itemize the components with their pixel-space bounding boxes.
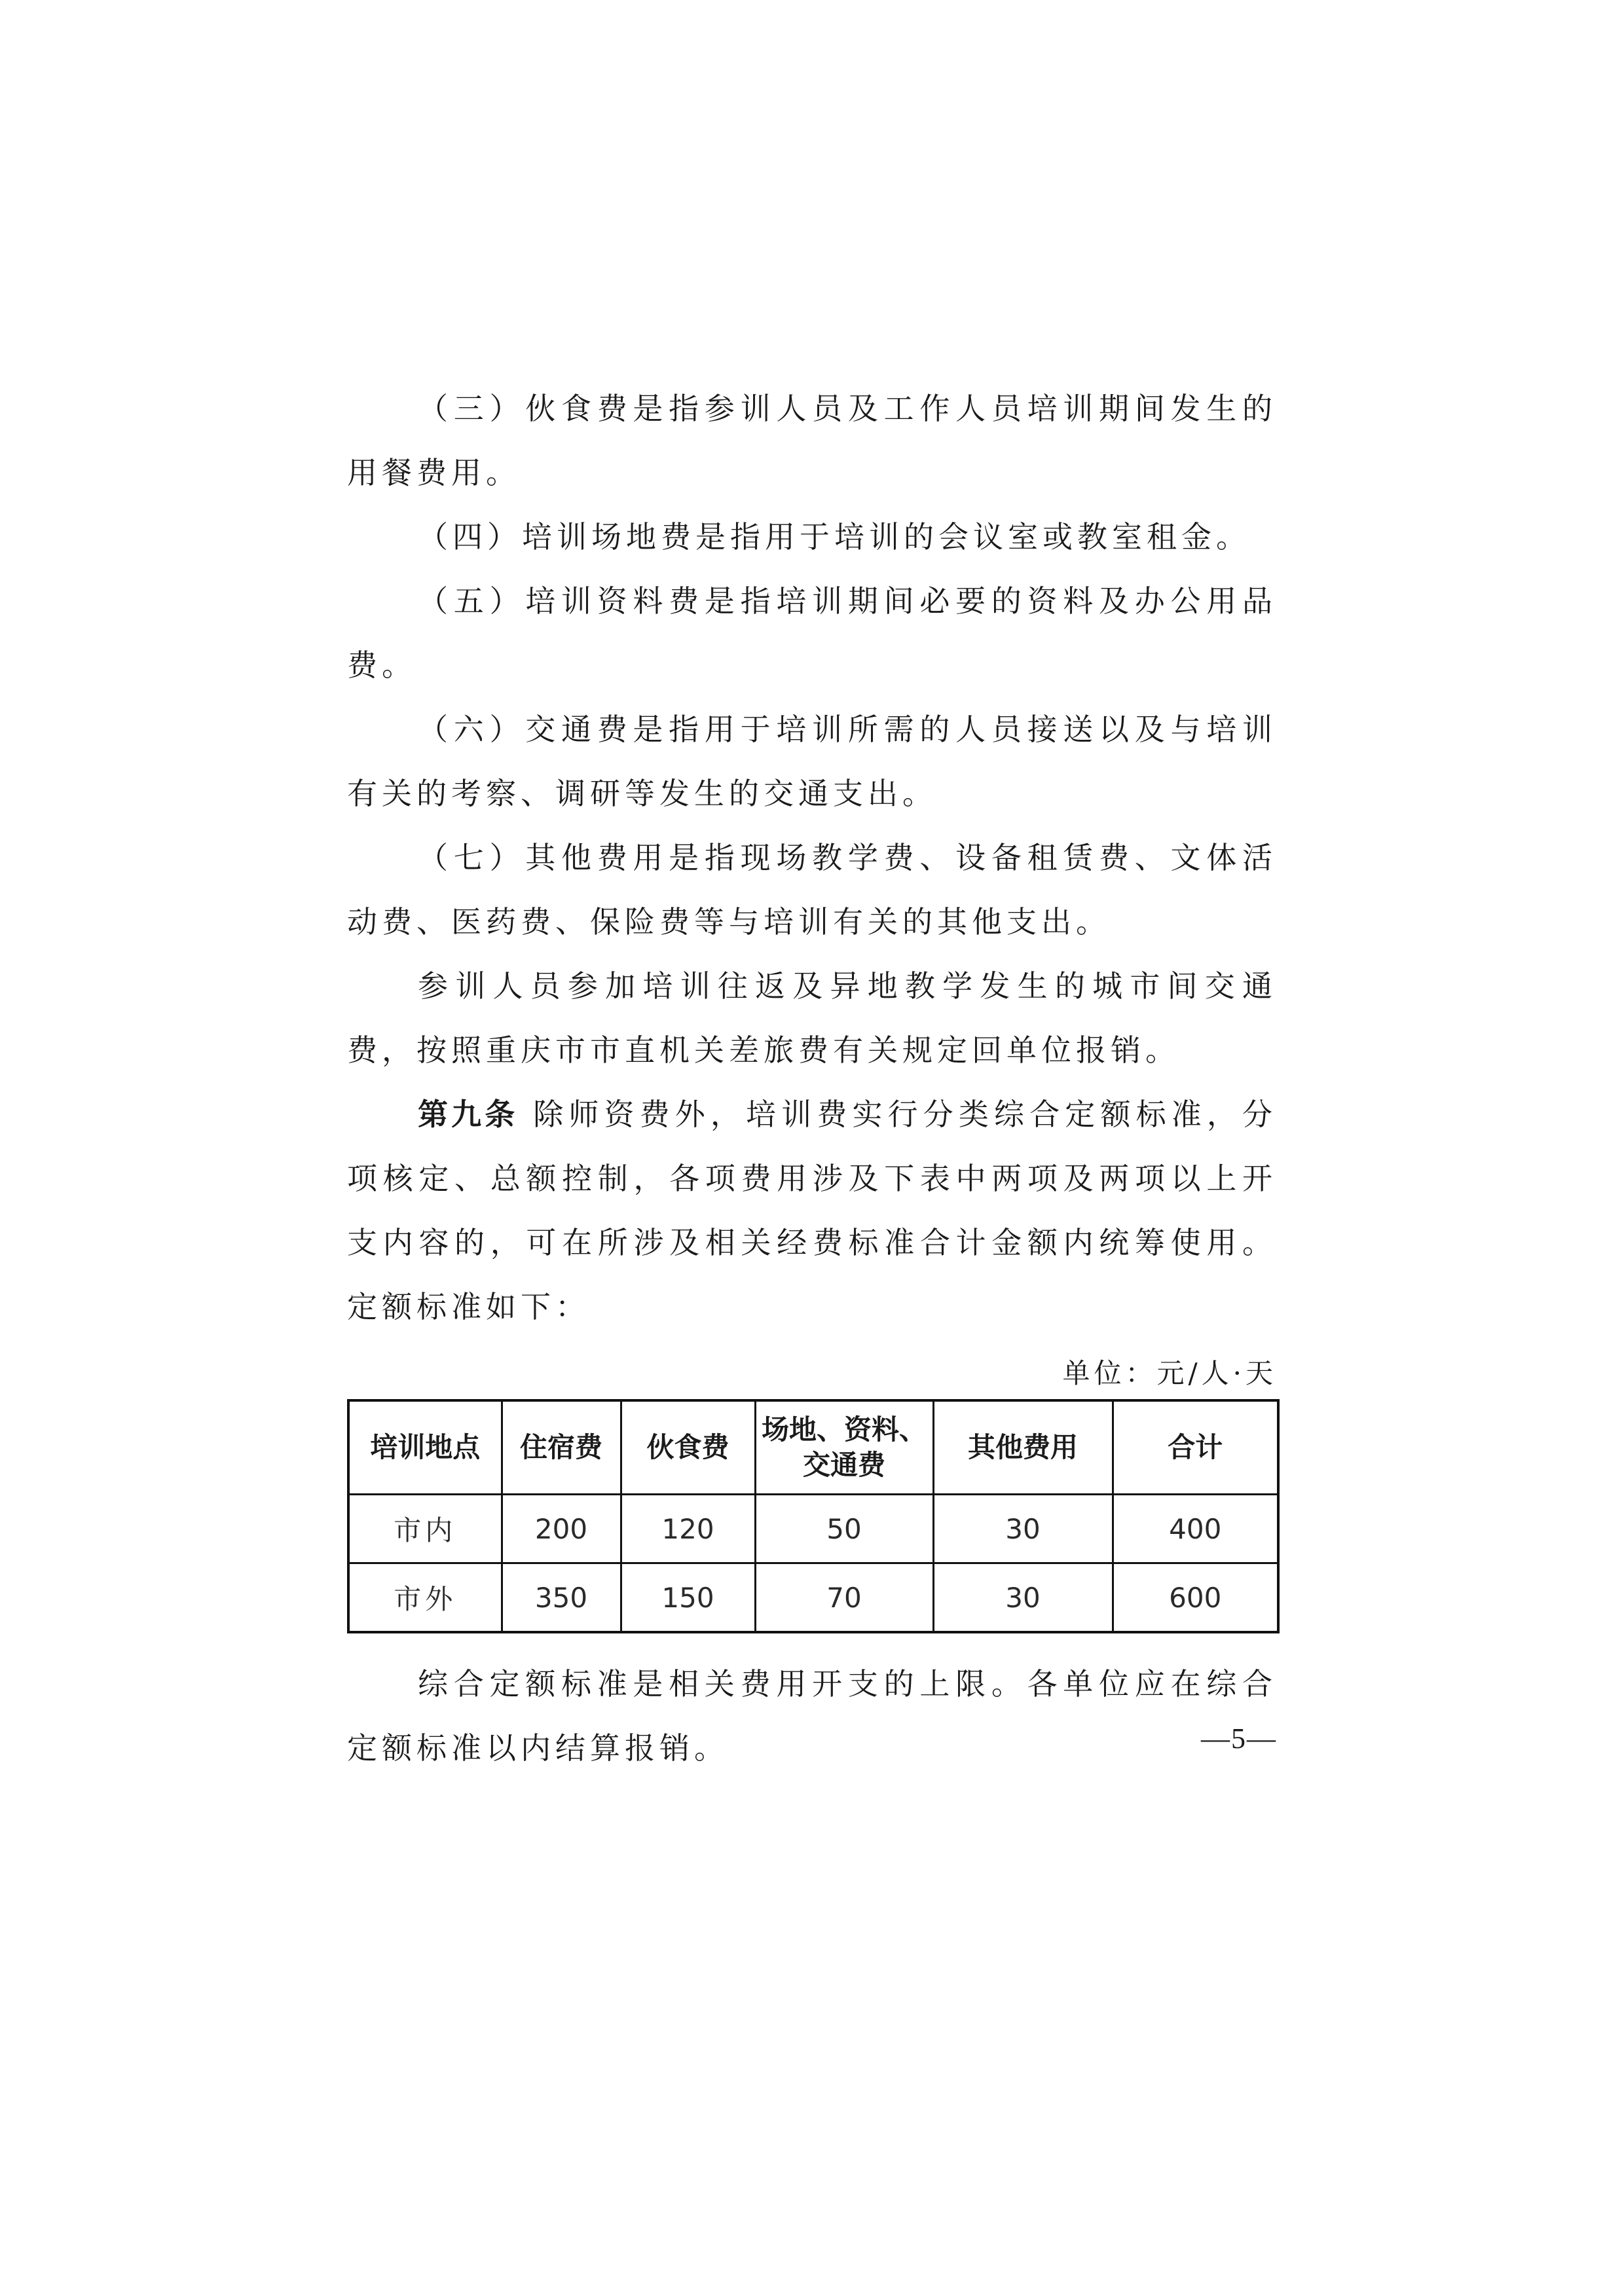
table-unit-label: 单位：元/人·天 xyxy=(1062,1357,1277,1389)
header-accommodation-fee: 住宿费 xyxy=(502,1400,621,1495)
cell-total: 400 xyxy=(1113,1495,1278,1563)
fee-standard-table xyxy=(347,1399,1280,1633)
cell-location: 市内 xyxy=(348,1495,502,1563)
table-header-row xyxy=(348,1400,1278,1495)
paragraph-intercity-transport: 参训人员参加培训往返及异地教学发生的城市间交通费，按照重庆市市直机关差旅费有关规定回单位报销。 xyxy=(347,968,1277,1068)
header-venue-material-transport-fee: 场地、资料、交通费 xyxy=(755,1400,933,1495)
article-nine-text: 除师资费外，培训费实行分类综合定额标准，分项核定、总额控制，各项费用涉及下表中两项及两项以上开支内容的，可在所涉及相关经费标准合计金额内统筹使用。定额标准如下： xyxy=(347,1097,1277,1324)
article-nine xyxy=(347,1082,1277,1339)
page-number: —5— xyxy=(1201,1722,1277,1755)
cell-venue-material-transport: 50 xyxy=(755,1495,933,1563)
cell-location: 市外 xyxy=(348,1563,502,1633)
table-row xyxy=(348,1563,1278,1633)
cell-accommodation: 200 xyxy=(502,1495,621,1563)
article-nine-label: 第九条 xyxy=(418,1097,519,1132)
paragraph-venue-fee: （四）培训场地费是指用于培训的会议室或教室租金。 xyxy=(418,519,1251,555)
header-total: 合计 xyxy=(1113,1400,1278,1495)
paragraph-meal-fee: （三）伙食费是指参训人员及工作人员培训期间发生的用餐费用。 xyxy=(347,391,1277,490)
cell-meal: 120 xyxy=(621,1495,755,1563)
table-row xyxy=(348,1495,1278,1563)
paragraph-closing: 综合定额标准是相关费用开支的上限。各单位应在综合定额标准以内结算报销。 xyxy=(347,1666,1277,1766)
cell-other: 30 xyxy=(933,1563,1113,1633)
cell-accommodation: 350 xyxy=(502,1563,621,1633)
cell-total: 600 xyxy=(1113,1563,1278,1633)
cell-other: 30 xyxy=(933,1495,1113,1563)
cell-meal: 150 xyxy=(621,1563,755,1633)
paragraph-other-fee: （七）其他费用是指现场教学费、设备租赁费、文体活动费、医药费、保险费等与培训有关的其他支出。 xyxy=(347,840,1277,939)
document-body xyxy=(347,376,1277,1780)
header-other-fee: 其他费用 xyxy=(933,1400,1113,1495)
paragraph-material-fee: （五）培训资料费是指培训期间必要的资料及办公用品费。 xyxy=(347,583,1277,683)
paragraph-transport-fee: （六）交通费是指用于培训所需的人员接送以及与培训有关的考察、调研等发生的交通支出。 xyxy=(347,712,1277,811)
cell-venue-material-transport: 70 xyxy=(755,1563,933,1633)
header-training-location: 培训地点 xyxy=(348,1400,502,1495)
header-meal-fee: 伙食费 xyxy=(621,1400,755,1495)
